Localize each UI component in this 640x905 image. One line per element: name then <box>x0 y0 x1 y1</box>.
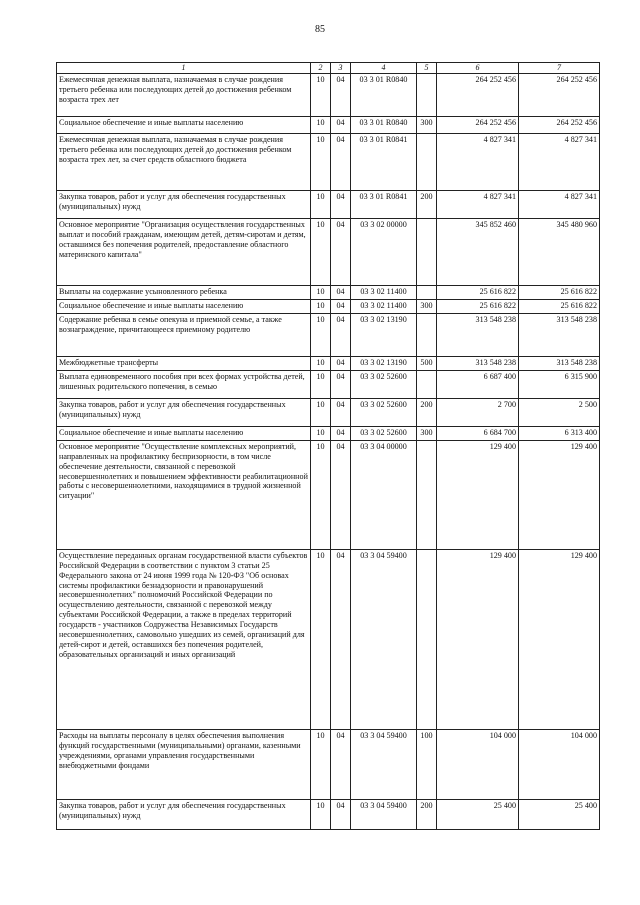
table-row <box>57 427 600 441</box>
column-number-row <box>57 63 600 74</box>
row-subsection-cell: 04 <box>331 399 351 427</box>
row-year-1-amount-cell: 313 548 238 <box>437 357 519 371</box>
row-year-2-amount-cell: 25 616 822 <box>519 300 600 314</box>
row-subsection-cell: 04 <box>331 117 351 134</box>
row-section-cell: 10 <box>311 399 331 427</box>
table-row <box>57 286 600 300</box>
row-expense-type-cell: 500 <box>417 357 437 371</box>
table-row <box>57 371 600 399</box>
column-header-name: 1 <box>57 63 311 74</box>
row-section-cell: 10 <box>311 357 331 371</box>
row-year-1-amount-cell: 25 400 <box>437 800 519 830</box>
row-expense-type-cell: 100 <box>417 730 437 800</box>
table-row <box>57 117 600 134</box>
row-target-article-cell: 03 3 01 R0841 <box>351 134 417 191</box>
row-section-cell: 10 <box>311 134 331 191</box>
row-target-article-cell: 03 3 04 59400 <box>351 730 417 800</box>
row-expense-type-cell <box>417 550 437 730</box>
row-year-1-amount-cell: 4 827 341 <box>437 134 519 191</box>
row-year-1-amount-cell: 264 252 456 <box>437 74 519 117</box>
row-year-2-amount-cell: 4 827 341 <box>519 134 600 191</box>
row-name-cell: Выплаты на содержание усыновленного ребенка <box>57 286 311 300</box>
row-section-cell: 10 <box>311 441 331 550</box>
row-section-cell: 10 <box>311 800 331 830</box>
table-row <box>57 314 600 357</box>
row-name-cell: Расходы на выплаты персоналу в целях обеспечения выполнения функций государственными (муниципальными) органами, казенными учреждениями, органами управления государственными внебюджетными фондами <box>57 730 311 800</box>
row-expense-type-cell <box>417 286 437 300</box>
row-subsection-cell: 04 <box>331 191 351 219</box>
row-name-cell: Выплата единовременного пособия при всех формах устройства детей, лишенных родительского попечения, в семью <box>57 371 311 399</box>
table-row <box>57 300 600 314</box>
row-name-cell: Содержание ребенка в семье опекуна и приемной семье, а также вознаграждение, причитающееся приемному родителю <box>57 314 311 357</box>
row-year-2-amount-cell: 25 616 822 <box>519 286 600 300</box>
row-name-cell: Социальное обеспечение и иные выплаты населению <box>57 427 311 441</box>
row-section-cell: 10 <box>311 74 331 117</box>
row-target-article-cell: 03 3 04 59400 <box>351 800 417 830</box>
row-year-2-amount-cell: 345 480 960 <box>519 219 600 286</box>
row-expense-type-cell: 200 <box>417 399 437 427</box>
row-subsection-cell: 04 <box>331 219 351 286</box>
table-row <box>57 357 600 371</box>
row-target-article-cell: 03 3 02 13190 <box>351 357 417 371</box>
row-year-1-amount-cell: 129 400 <box>437 441 519 550</box>
row-expense-type-cell: 200 <box>417 800 437 830</box>
column-header-year-2-amount: 7 <box>519 63 600 74</box>
row-section-cell: 10 <box>311 550 331 730</box>
table-row <box>57 219 600 286</box>
row-year-1-amount-cell: 2 700 <box>437 399 519 427</box>
row-section-cell: 10 <box>311 219 331 286</box>
row-subsection-cell: 04 <box>331 134 351 191</box>
row-target-article-cell: 03 3 02 52600 <box>351 371 417 399</box>
table-row <box>57 191 600 219</box>
row-name-cell: Ежемесячная денежная выплата, назначаемая в случае рождения третьего ребенка или последующих детей до достижения ребенком возраста трех лет <box>57 74 311 117</box>
row-section-cell: 10 <box>311 191 331 219</box>
row-year-1-amount-cell: 104 000 <box>437 730 519 800</box>
row-name-cell: Социальное обеспечение и иные выплаты населению <box>57 117 311 134</box>
row-year-2-amount-cell: 129 400 <box>519 441 600 550</box>
row-subsection-cell: 04 <box>331 357 351 371</box>
row-name-cell: Закупка товаров, работ и услуг для обеспечения государственных (муниципальных) нужд <box>57 800 311 830</box>
row-year-1-amount-cell: 25 616 822 <box>437 286 519 300</box>
column-header-section: 2 <box>311 63 331 74</box>
row-year-2-amount-cell: 313 548 238 <box>519 314 600 357</box>
table-row <box>57 800 600 830</box>
row-expense-type-cell: 200 <box>417 191 437 219</box>
row-name-cell: Закупка товаров, работ и услуг для обеспечения государственных (муниципальных) нужд <box>57 399 311 427</box>
row-name-cell: Осуществление переданных органам государственной власти субъектов Российской Федерации в соответствии с пунктом 3 статьи 25 Федерального закона от 24 июня 1999 года № 120-ФЗ "Об основах системы профилактики безнадзорности и правонарушений несовершеннолетних" полномочий Российской Федерации по осуществлению деятельности, связанной с перевозкой между субъектами Российской Федерации, а также в пределах территорий государств - участников Содружества Независимых Государств несовершеннолетних, самовольно ушедших из семей, организаций для детей-сирот и детей, оставшихся без попечения родителей, образовательных организаций и иных организаций <box>57 550 311 730</box>
row-section-cell: 10 <box>311 314 331 357</box>
row-name-cell: Основное мероприятие "Осуществление комплексных мероприятий, направленных на профилактику беспризорности, в том числе обеспечение деятельности, связанной с перевозкой несовершеннолетних и повышением эффективности реабилитационной работы с несовершеннолетними, находящимися в трудной жизненной ситуации" <box>57 441 311 550</box>
row-year-1-amount-cell: 345 852 460 <box>437 219 519 286</box>
column-header-expense-type: 5 <box>417 63 437 74</box>
row-name-cell: Социальное обеспечение и иные выплаты населению <box>57 300 311 314</box>
row-target-article-cell: 03 3 02 13190 <box>351 314 417 357</box>
row-subsection-cell: 04 <box>331 300 351 314</box>
row-year-1-amount-cell: 4 827 341 <box>437 191 519 219</box>
row-year-2-amount-cell: 6 313 400 <box>519 427 600 441</box>
table-row <box>57 74 600 117</box>
table-row <box>57 399 600 427</box>
column-header-target-article: 4 <box>351 63 417 74</box>
table-row <box>57 730 600 800</box>
row-year-1-amount-cell: 313 548 238 <box>437 314 519 357</box>
column-header-year-1-amount: 6 <box>437 63 519 74</box>
row-target-article-cell: 03 3 01 R0840 <box>351 117 417 134</box>
table-row <box>57 550 600 730</box>
row-target-article-cell: 03 3 01 R0840 <box>351 74 417 117</box>
row-section-cell: 10 <box>311 730 331 800</box>
row-expense-type-cell <box>417 371 437 399</box>
row-target-article-cell: 03 3 01 R0841 <box>351 191 417 219</box>
row-year-2-amount-cell: 2 500 <box>519 399 600 427</box>
row-subsection-cell: 04 <box>331 550 351 730</box>
row-section-cell: 10 <box>311 427 331 441</box>
row-expense-type-cell <box>417 314 437 357</box>
row-year-1-amount-cell: 25 616 822 <box>437 300 519 314</box>
row-name-cell: Ежемесячная денежная выплата, назначаемая в случае рождения третьего ребенка или последующих детей до достижения ребенком возраста трех лет, за счет средств областного бюджета <box>57 134 311 191</box>
row-year-1-amount-cell: 6 687 400 <box>437 371 519 399</box>
row-year-2-amount-cell: 6 315 900 <box>519 371 600 399</box>
row-section-cell: 10 <box>311 286 331 300</box>
row-target-article-cell: 03 3 02 52600 <box>351 427 417 441</box>
row-section-cell: 10 <box>311 117 331 134</box>
row-name-cell: Закупка товаров, работ и услуг для обеспечения государственных (муниципальных) нужд <box>57 191 311 219</box>
row-expense-type-cell <box>417 219 437 286</box>
row-year-1-amount-cell: 264 252 456 <box>437 117 519 134</box>
row-section-cell: 10 <box>311 371 331 399</box>
row-subsection-cell: 04 <box>331 800 351 830</box>
row-expense-type-cell: 300 <box>417 300 437 314</box>
row-expense-type-cell: 300 <box>417 117 437 134</box>
row-target-article-cell: 03 3 02 11400 <box>351 300 417 314</box>
row-expense-type-cell <box>417 74 437 117</box>
row-expense-type-cell <box>417 441 437 550</box>
row-target-article-cell: 03 3 04 00000 <box>351 441 417 550</box>
row-year-2-amount-cell: 313 548 238 <box>519 357 600 371</box>
row-subsection-cell: 04 <box>331 74 351 117</box>
row-subsection-cell: 04 <box>331 441 351 550</box>
row-section-cell: 10 <box>311 300 331 314</box>
row-year-1-amount-cell: 6 684 700 <box>437 427 519 441</box>
table-row <box>57 134 600 191</box>
row-subsection-cell: 04 <box>331 427 351 441</box>
row-year-2-amount-cell: 104 000 <box>519 730 600 800</box>
row-year-2-amount-cell: 129 400 <box>519 550 600 730</box>
budget-table <box>56 62 600 830</box>
row-year-2-amount-cell: 264 252 456 <box>519 117 600 134</box>
row-target-article-cell: 03 3 04 59400 <box>351 550 417 730</box>
row-expense-type-cell <box>417 134 437 191</box>
row-subsection-cell: 04 <box>331 314 351 357</box>
row-subsection-cell: 04 <box>331 286 351 300</box>
row-expense-type-cell: 300 <box>417 427 437 441</box>
row-target-article-cell: 03 3 02 11400 <box>351 286 417 300</box>
row-subsection-cell: 04 <box>331 371 351 399</box>
table-row <box>57 441 600 550</box>
row-target-article-cell: 03 3 02 52600 <box>351 399 417 427</box>
column-header-subsection: 3 <box>331 63 351 74</box>
row-name-cell: Межбюджетные трансферты <box>57 357 311 371</box>
row-name-cell: Основное мероприятие "Организация осуществления государственных выплат и пособий гражданам, имеющим детей, детям-сиротам и детям, оставшимся без попечения родителей, предоставление областного материнского капитала" <box>57 219 311 286</box>
row-target-article-cell: 03 3 02 00000 <box>351 219 417 286</box>
page-number: 85 <box>315 24 325 35</box>
budget-table-body <box>57 74 600 830</box>
row-year-1-amount-cell: 129 400 <box>437 550 519 730</box>
row-subsection-cell: 04 <box>331 730 351 800</box>
row-year-2-amount-cell: 264 252 456 <box>519 74 600 117</box>
row-year-2-amount-cell: 4 827 341 <box>519 191 600 219</box>
row-year-2-amount-cell: 25 400 <box>519 800 600 830</box>
